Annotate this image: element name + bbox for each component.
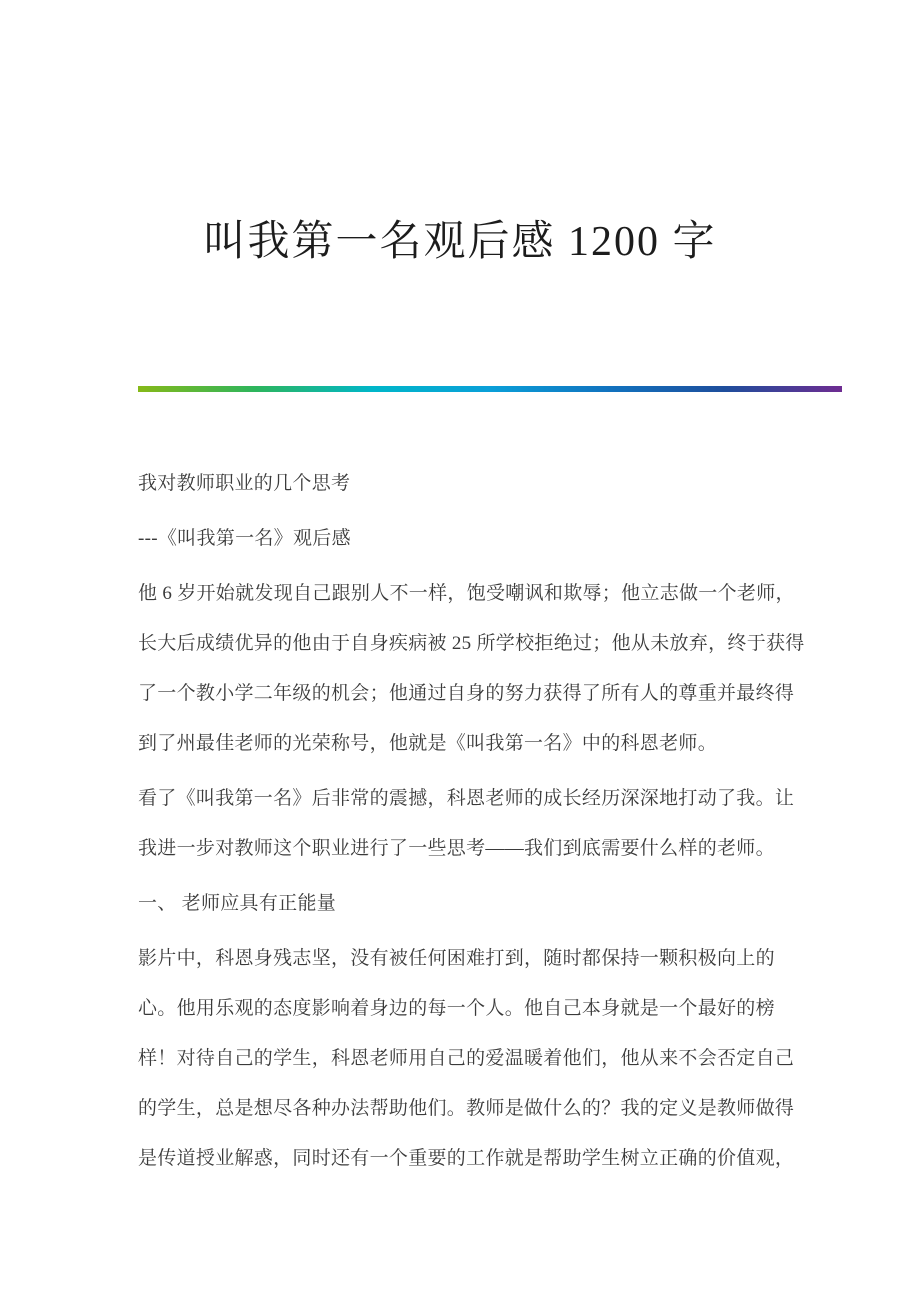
- text-line: 心。他用乐观的态度影响着身边的每一个人。他自己本身就是一个最好的榜: [138, 998, 775, 1019]
- text-line: 看了《叫我第一名》后非常的震撼，科恩老师的成长经历深深地打动了我。让: [138, 788, 795, 809]
- text-line: 了一个教小学二年级的机会；他通过自身的努力获得了所有人的尊重并最终得: [138, 683, 795, 704]
- page-title: 叫我第一名观后感 1200 字: [203, 219, 717, 265]
- paragraph: [138, 569, 803, 769]
- text-line: 一、 老师应具有正能量: [138, 893, 337, 914]
- text-line: 的学生，总是想尽各种办法帮助他们。教师是做什么的？我的定义是教师做得: [138, 1098, 795, 1119]
- text-line: 到了州最佳老师的光荣称号，他就是《叫我第一名》中的科恩老师。: [138, 733, 718, 754]
- paragraph: [138, 879, 803, 929]
- text-line: 影片中，科恩身残志坚，没有被任何困难打到，随时都保持一颗积极向上的: [138, 948, 775, 969]
- text-line: 长大后成绩优异的他由于自身疾病被 25 所学校拒绝过；他从未放弃，终于获得: [138, 633, 805, 654]
- paragraph: [138, 459, 803, 509]
- text-line: 我对教师职业的几个思考: [138, 473, 351, 494]
- paragraph: [138, 774, 803, 874]
- text-line: 样！对待自己的学生，科恩老师用自己的爱温暖着他们，他从来不会否定自己: [138, 1048, 795, 1069]
- text-line: 是传道授业解惑，同时还有一个重要的工作就是帮助学生树立正确的价值观，: [138, 1148, 795, 1169]
- document-body: [138, 459, 803, 1189]
- paragraph: [138, 934, 803, 1184]
- text-line: 我进一步对教师这个职业进行了一些思考——我们到底需要什么样的老师。: [138, 838, 775, 859]
- text-line: ---《叫我第一名》观后感: [138, 528, 351, 549]
- paragraph: [138, 514, 803, 564]
- text-line: 他 6 岁开始就发现自己跟别人不一样，饱受嘲讽和欺辱；他立志做一个老师，: [138, 583, 795, 604]
- gradient-divider: [138, 386, 842, 392]
